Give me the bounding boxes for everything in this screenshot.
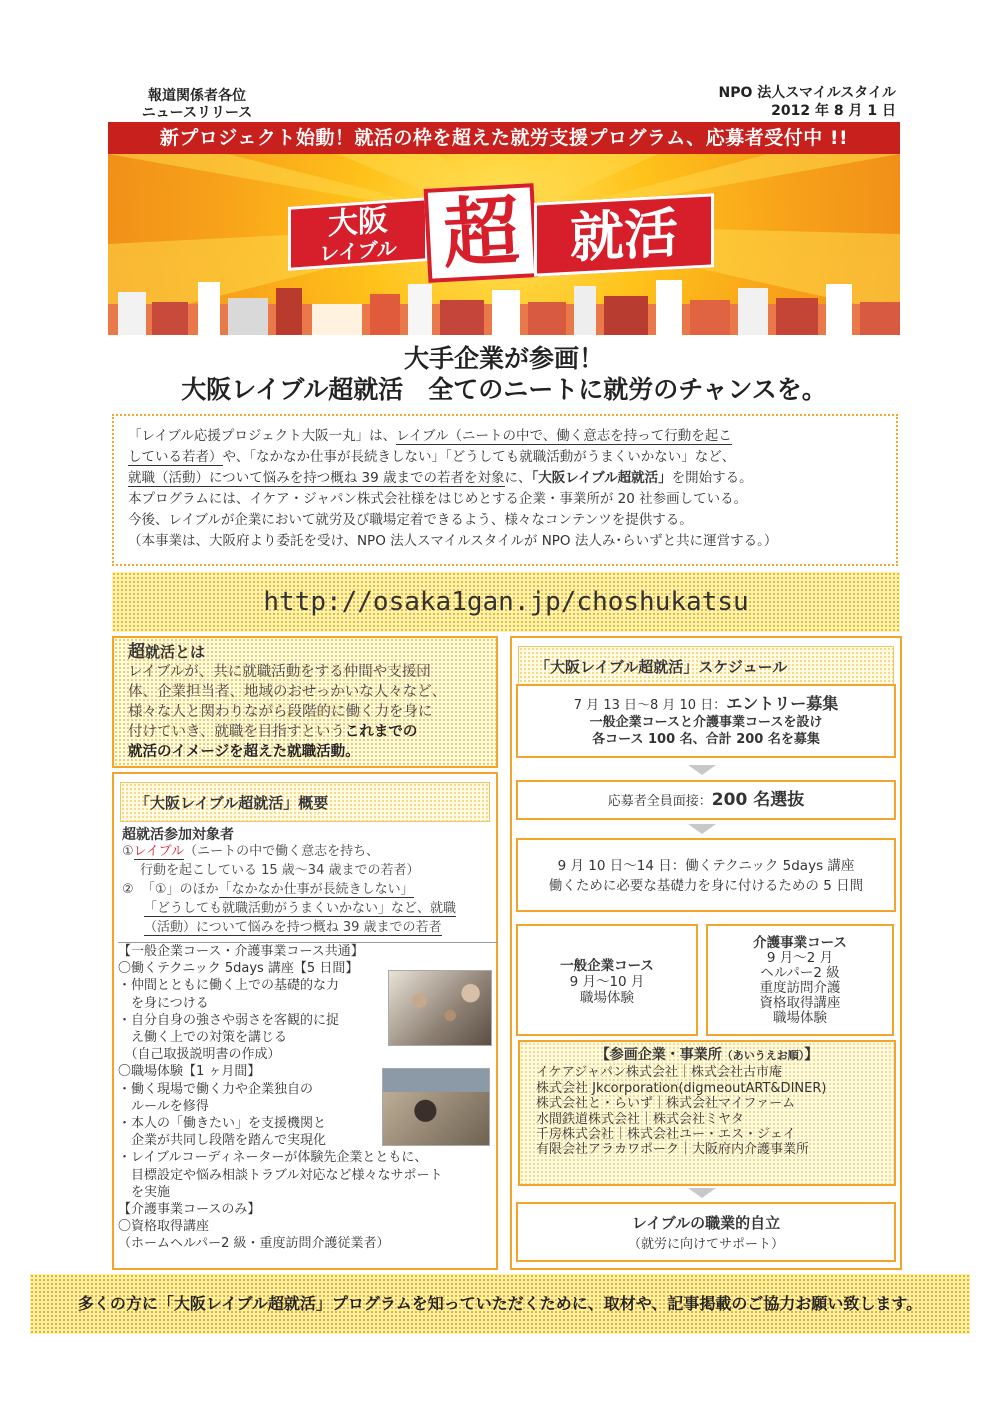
choshukatsu-logo: [288, 184, 718, 280]
partners-box: [518, 1040, 896, 1186]
training-line: 働くために必要な基礎力を身に付けるための 5 日間: [548, 878, 864, 894]
care-course-title: 介護事業コース: [753, 935, 847, 951]
partner-line: 株式会社 Jkcorporation(digmeoutART&DINER): [536, 1080, 827, 1096]
target-item-2-cont: [122, 899, 498, 918]
workplace-photo: [382, 1068, 490, 1146]
partners-title-close: 】: [804, 1047, 819, 1063]
selection-count: 200 名選抜: [711, 790, 805, 810]
intro-underlined-text: レイブル（ニートの中で、働く意志を持って行動を起こ: [396, 428, 732, 444]
general-course-box: [516, 924, 698, 1036]
entry-line: 一般企業コースと介護事業コースを設け: [589, 715, 823, 730]
intro-text: を開始する。: [671, 470, 753, 486]
workshop-photo: [388, 970, 492, 1046]
org-name: NPO 法人スマイルスタイル: [718, 85, 896, 101]
care-course-line: 重度訪問介護: [759, 980, 841, 996]
logo-reiburu-text: レイブル: [319, 236, 397, 266]
program-name: 「大阪レイブル超就活」: [531, 470, 672, 486]
selection-label: 応募者全員面接：: [607, 794, 712, 809]
headline-line-2: 大阪レイブル超就活 全てのニートに就労のチャンスを。: [181, 375, 827, 404]
target-item-2: [122, 880, 498, 899]
target-heading: 超就活参加対象者: [122, 827, 234, 843]
goal-title: レイブルの職業的自立: [631, 1214, 781, 1232]
press-header-right: [660, 84, 896, 120]
about-line: 様々な人と関わりながら段階的に働く力を身に: [128, 704, 433, 720]
target-underlined: 「なかなか仕事が長続きしない」: [218, 882, 414, 897]
target-reiburu: レイブル: [133, 844, 185, 859]
entry-line: 各コース 100 名、合計 200 名を募集: [592, 732, 820, 747]
course-line: を身につける: [118, 995, 209, 1011]
course-line: ・働く現場で働く力や企業独自の: [118, 1081, 314, 1097]
target-item-1: [122, 842, 498, 861]
down-arrow-icon: [688, 1188, 716, 1198]
course-line: 【一般企業コース・介護事業コース共通】: [118, 942, 498, 960]
course-line: 目標設定や悩み相談トラブル対応など様々なサポート: [118, 1167, 443, 1183]
about-line: 体、企業担当者、地域のおせっかいな人々など、: [128, 684, 447, 700]
entry-title: エントリー募集: [726, 694, 839, 713]
partners-title: [536, 1048, 894, 1063]
target-number: ①: [122, 844, 134, 859]
intro-underlined-text: している若者）: [128, 449, 223, 465]
course-line: え働く上での対策を講じる: [118, 1030, 288, 1046]
care-course-line: ヘルパー2 級: [760, 965, 840, 981]
logo-shukatsu-text: 就活: [534, 193, 714, 276]
intro-box: [112, 414, 898, 566]
goal-box: [516, 1202, 896, 1262]
city-illustration: [108, 274, 900, 335]
intro-line: 今後、レイブルが企業において就労及び職場定着できるよう、様々なコンテンツを提供する。: [128, 512, 693, 528]
general-course-period: 9 月～10 月: [569, 974, 645, 990]
partners-order-note: （あいうえお順）: [721, 1049, 805, 1062]
partner-line: 水間鉄道株式会社｜株式会社ミヤタ: [536, 1111, 744, 1127]
target-item-1-cont: 行動を起こしている 15 歳～34 歳までの若者）: [140, 863, 420, 878]
partner-line: 有限会社アラカワポーク｜大阪府内介護事業所: [536, 1142, 810, 1158]
intro-text: に、: [504, 470, 532, 486]
target-list: [122, 842, 498, 937]
intro-text: や、「なかなか仕事が長続きしない」「どうしても就職活動がうまくいかない」など、: [222, 449, 736, 465]
intro-line: [128, 447, 884, 468]
entry-period: [518, 695, 894, 714]
about-line: レイブルが、共に就職活動をする仲間や支援団: [128, 664, 431, 680]
headline-line-1: 大手企業が参画！: [403, 344, 604, 373]
step-selection: [516, 780, 896, 820]
course-line: ・本人の「働きたい」を支援機関と: [118, 1116, 327, 1132]
partners-title-text: 【参画企業・事業所: [595, 1047, 722, 1063]
step-training: [516, 838, 896, 912]
course-line: （自己取扱説明書の作成）: [118, 1047, 281, 1063]
course-line: ルールを修得: [118, 1098, 209, 1114]
intro-line: [128, 426, 884, 447]
schedule-title: 「大阪レイブル超就活」スケジュール: [518, 646, 894, 686]
target-item-2-cont: [122, 918, 498, 937]
tagline-band: 新プロジェクト始動！就活の枠を超えた就労支援プログラム、応募者受付中 !!: [108, 122, 900, 154]
release-date: 2012 年 8 月 1 日: [771, 103, 896, 119]
footer-request: 多くの方に「大阪レイブル超就活」プログラムを知っていただくために、取材や、記事掲載のご協力お願い致します。: [30, 1274, 970, 1334]
general-course-content: 職場体験: [580, 990, 634, 1006]
about-title-cho: 超: [128, 642, 145, 662]
overview-box: [112, 772, 498, 1270]
course-line: （ホームヘルパー2 級・重度訪問介護従業者）: [118, 1236, 390, 1252]
intro-line: [128, 468, 884, 489]
care-course-line: 9 月～2 月: [766, 950, 834, 966]
logo-osaka-block: [288, 197, 428, 271]
goal-subtitle: （就労に向けてサポート）: [627, 1237, 784, 1252]
target-number: ②: [122, 882, 134, 897]
training-line: 9 月 10 日～14 日：働くテクニック 5days 講座: [557, 858, 855, 874]
course-line: ・レイブルコーディネーターが体験先企業とともに、: [118, 1150, 428, 1166]
overview-title: 「大阪レイブル超就活」概要: [120, 782, 490, 822]
entry-date: 7 月 13 日～8 月 10 日：: [573, 698, 727, 713]
down-arrow-icon: [688, 765, 716, 775]
intro-text: 「レイブル応援プロジェクト大阪一丸」は、: [128, 428, 397, 444]
about-line: [128, 722, 482, 742]
press-header-left: [112, 88, 282, 122]
about-emphasis-line: 就活のイメージを超えた就職活動。: [128, 744, 360, 760]
down-arrow-icon: [688, 824, 716, 834]
course-line: ・自分自身の強さや弱さを客観的に捉: [118, 1012, 340, 1028]
course-line: 〇職場体験【1 ヶ月間】: [118, 1064, 261, 1080]
hero-banner: [108, 154, 900, 335]
about-emphasis: これまでの: [344, 724, 418, 740]
step-entry: [516, 684, 896, 758]
care-course-line: 職場体験: [773, 1010, 827, 1026]
intro-line: （本事業は、大阪府より委託を受け、NPO 法人スマイルスタイルが NPO 法人み･らいずと共に運営する。）: [128, 533, 778, 549]
about-box: [112, 636, 498, 768]
target-text: 「①」のほか: [141, 882, 219, 897]
about-text: 付けていき、就職を目指すという: [128, 724, 345, 740]
logo-osaka-text: 大阪: [328, 202, 388, 243]
program-url-link[interactable]: http://osaka1gan.jp/choshukatsu: [112, 572, 900, 632]
release-type-label: ニュースリリース: [141, 105, 253, 121]
course-line: 〇働くテクニック 5days 講座【5 日間】: [118, 961, 359, 977]
care-course-box: [706, 924, 894, 1036]
course-line: ・仲間とともに働く上での基礎的な力: [118, 978, 340, 994]
intro-underlined-text: 就職（活動）について悩みを持つ概ね 39 歳までの若者を対象: [128, 470, 505, 486]
partner-line: イケアジャパン株式会社｜株式会社古市庵: [536, 1065, 782, 1081]
partner-line: 株式会社と・らいず｜株式会社マイファーム: [536, 1096, 796, 1112]
about-title: [128, 642, 482, 662]
audience-label: 報道関係者各位: [148, 88, 246, 104]
main-headline: [108, 344, 900, 406]
partner-line: 千房株式会社｜株式会社ユー・エス・ジェイ: [536, 1127, 796, 1143]
about-title-rest: 就活とは: [145, 643, 206, 661]
target-underlined: 「どうしても就職活動がうまくいかない」など、就職: [144, 901, 457, 916]
schedule-box: [510, 636, 902, 1270]
course-line: 企業が共同し段階を踏んで実現化: [118, 1133, 327, 1149]
intro-line: 本プログラムには、イケア・ジャパン株式会社様をはじめとする企業・事業所が 20 社参画している。: [128, 491, 748, 507]
care-course-line: 資格取得講座: [759, 995, 841, 1011]
course-line: 〇資格取得講座: [118, 1219, 210, 1235]
target-underlined: （活動）について悩みを持つ概ね 39 歳までの若者: [144, 920, 442, 935]
target-text: （ニートの中で働く意志を持ち、: [184, 844, 380, 859]
course-line: を実施: [118, 1184, 171, 1200]
logo-cho-text: 超: [424, 183, 539, 283]
general-course-title: 一般企業コース: [560, 958, 654, 974]
course-line: 【介護事業コースのみ】: [118, 1202, 261, 1218]
